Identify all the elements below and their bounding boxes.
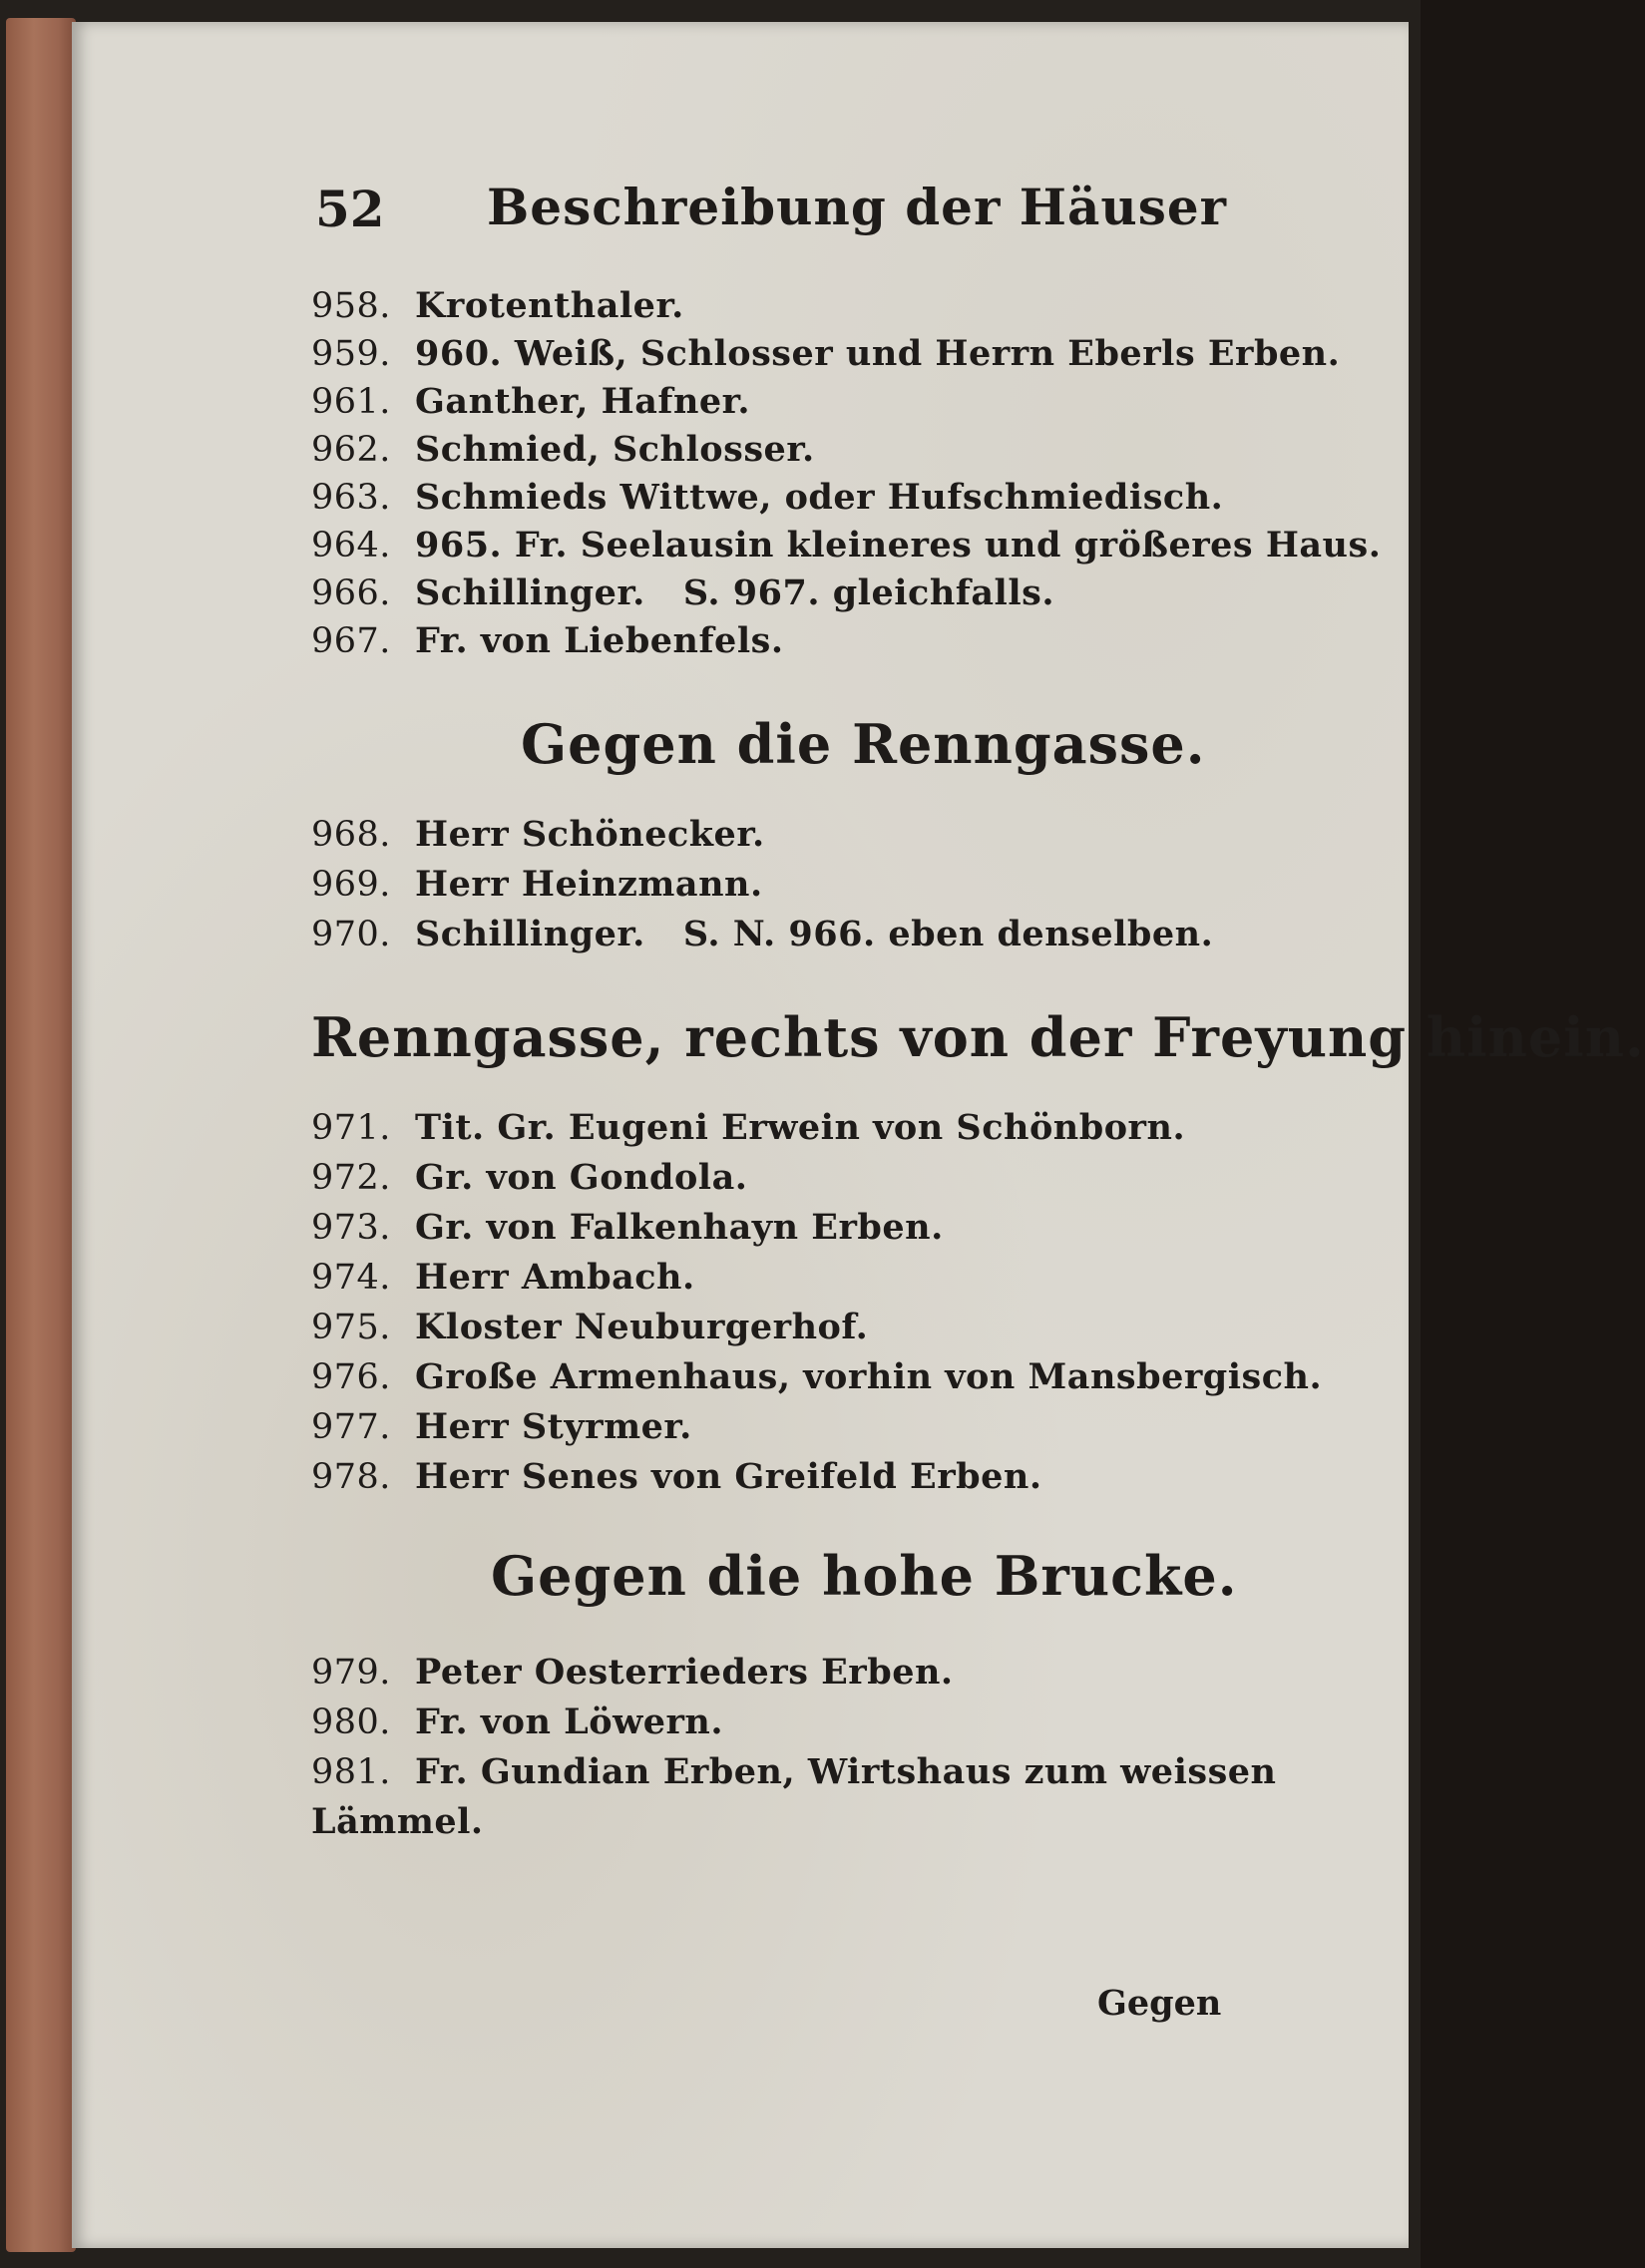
list-item — [311, 429, 815, 470]
book-spine-edge — [6, 18, 76, 2252]
list-item — [311, 1207, 944, 1248]
entry-number: 970. — [311, 915, 391, 954]
entry-text: Ganther, Hafner. — [415, 381, 751, 422]
entry-number: 963. — [311, 478, 391, 518]
entry-text: Fr. Gundian Erben, Wirtshaus zum weissen — [415, 1751, 1277, 1792]
entry-text: Gr. von Falkenhayn Erben. — [415, 1207, 944, 1248]
entry-number: 977. — [311, 1407, 391, 1447]
section-heading: Gegen die Renngasse. — [521, 712, 1206, 776]
list-item — [311, 1456, 1042, 1497]
entry-number: 974. — [311, 1258, 391, 1298]
entry-number: 961. — [311, 382, 391, 422]
list-item — [311, 1107, 1185, 1148]
entry-text: Schmieds Wittwe, oder Hufschmiedisch. — [415, 477, 1224, 518]
list-item — [311, 1157, 747, 1198]
list-item — [311, 525, 1381, 566]
list-item — [311, 1406, 692, 1447]
entry-text: Tit. Gr. Eugeni Erwein von Schönborn. — [415, 1107, 1186, 1148]
entry-text: Herr Styrmer. — [415, 1406, 692, 1447]
entry-number: 969. — [311, 865, 391, 905]
entry-number: 971. — [311, 1108, 391, 1148]
entry-text: Fr. von Löwern. — [415, 1701, 724, 1742]
list-item — [311, 864, 763, 905]
entry-text: 960. Weiß, Schlosser und Herrn Eberls Erben. — [415, 333, 1341, 374]
list-item — [311, 477, 1223, 518]
entry-number: 968. — [311, 815, 391, 855]
entry-text: Schillinger. S. 967. gleichfalls. — [415, 572, 1055, 613]
entry-text: Große Armenhaus, vorhin von Mansbergisch. — [415, 1356, 1323, 1397]
section-heading: Gegen die hohe Brucke. — [491, 1544, 1238, 1608]
entry-text: Schillinger. S. N. 966. eben denselben. — [415, 914, 1214, 954]
page-number: 52 — [315, 180, 385, 238]
list-item — [311, 333, 1340, 374]
entry-number: 958. — [311, 286, 391, 326]
list-item — [311, 1751, 1277, 1792]
entry-text: 965. Fr. Seelausin kleineres und größeres Haus. — [415, 525, 1382, 566]
entry-number: 967. — [311, 621, 391, 661]
entry-number: 975. — [311, 1308, 391, 1347]
entry-number: 980. — [311, 1702, 391, 1742]
entry-text: Schmied, Schlosser. — [415, 429, 815, 470]
list-item — [311, 1356, 1322, 1397]
entry-text: Herr Schönecker. — [415, 814, 765, 855]
entry-number: 981. — [311, 1752, 391, 1792]
entry-number: 979. — [311, 1653, 391, 1693]
catchword: Gegen — [1097, 1983, 1222, 2024]
entry-continuation-text: Lämmel. — [311, 1801, 484, 1842]
list-item — [311, 1701, 723, 1742]
list-item — [311, 1257, 695, 1298]
entry-text: Herr Heinzmann. — [415, 864, 763, 905]
entry-text: Krotenthaler. — [415, 285, 684, 326]
entry-text: Fr. von Liebenfels. — [415, 620, 784, 661]
entry-number: 976. — [311, 1357, 391, 1397]
entry-text: Kloster Neuburgerhof. — [415, 1307, 869, 1347]
entry-number: 964. — [311, 526, 391, 566]
entry-number: 962. — [311, 430, 391, 470]
entry-text: Herr Ambach. — [415, 1257, 695, 1298]
list-item — [311, 620, 784, 661]
entry-number: 966. — [311, 573, 391, 613]
list-item — [311, 914, 1213, 954]
entry-text: Gr. von Gondola. — [415, 1157, 748, 1198]
list-item — [311, 1307, 868, 1347]
running-title: Beschreibung der Häuser — [487, 178, 1228, 236]
list-item — [311, 814, 765, 855]
section-heading: Renngasse, rechts von der Freyung hinein. — [311, 1005, 1645, 1069]
entry-number: 959. — [311, 334, 391, 374]
list-item-continuation — [311, 1801, 484, 1842]
list-item — [311, 1652, 954, 1693]
entry-text: Herr Senes von Greifeld Erben. — [415, 1456, 1042, 1497]
entry-number: 972. — [311, 1158, 391, 1198]
list-item — [311, 285, 684, 326]
entry-number: 973. — [311, 1208, 391, 1248]
entry-number: 978. — [311, 1457, 391, 1497]
list-item — [311, 381, 750, 422]
list-item — [311, 572, 1054, 613]
entry-text: Peter Oesterrieders Erben. — [415, 1652, 954, 1693]
